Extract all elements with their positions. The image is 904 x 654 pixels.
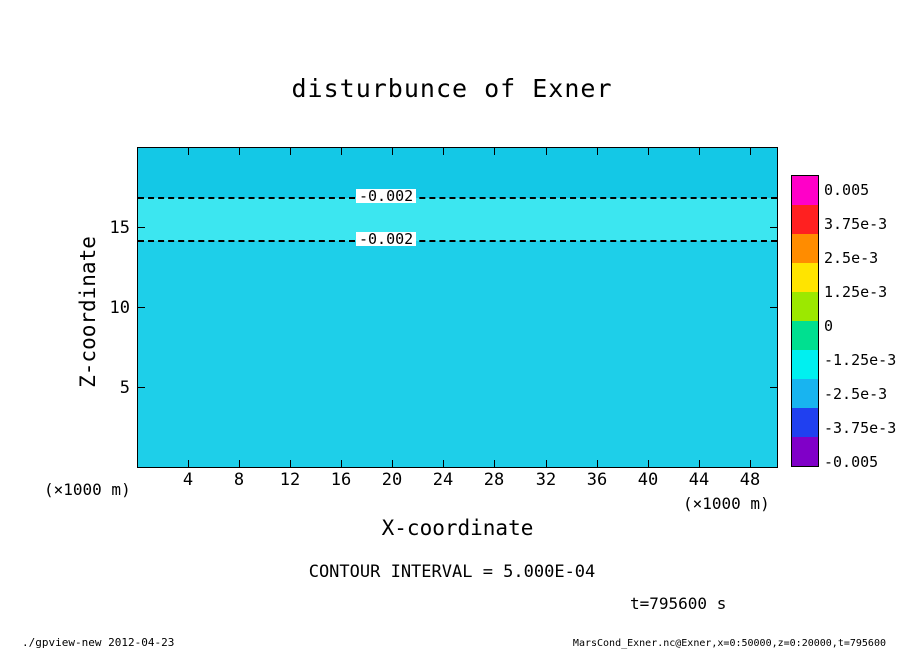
x-tick-label: 12 bbox=[279, 470, 301, 490]
y-axis-title: Z-coordinate bbox=[76, 236, 100, 388]
x-tick-bottom bbox=[597, 460, 598, 468]
colorbar-tick-label: 2.5e-3 bbox=[824, 249, 879, 267]
x-tick-label: 16 bbox=[330, 470, 352, 490]
contour-label-lower: -0.002 bbox=[356, 232, 416, 246]
x-tick-bottom bbox=[392, 460, 393, 468]
x-tick-top bbox=[341, 147, 342, 155]
y-tick-right bbox=[770, 307, 778, 308]
y-tick-left bbox=[137, 227, 145, 228]
colorbar-cell bbox=[792, 176, 818, 205]
colorbar-tick-label: -2.5e-3 bbox=[824, 385, 888, 403]
footer-right-text: MarsCond_Exner.nc@Exner,x=0:50000,z=0:20000,t=795600 bbox=[572, 638, 886, 649]
x-tick-bottom bbox=[239, 460, 240, 468]
x-tick-top bbox=[290, 147, 291, 155]
x-tick-top bbox=[648, 147, 649, 155]
x-tick-label: 24 bbox=[432, 470, 454, 490]
x-tick-top bbox=[443, 147, 444, 155]
field-band-lower bbox=[138, 241, 777, 468]
x-tick-label: 4 bbox=[182, 470, 194, 490]
x-tick-bottom bbox=[188, 460, 189, 468]
x-tick-top bbox=[750, 147, 751, 155]
x-tick-bottom bbox=[648, 460, 649, 468]
plot-area bbox=[137, 147, 778, 468]
x-tick-top bbox=[597, 147, 598, 155]
colorbar-cell bbox=[792, 321, 818, 350]
colorbar-cell bbox=[792, 379, 818, 408]
colorbar-tick-label: 0.005 bbox=[824, 181, 870, 199]
y-tick-label: 5 bbox=[119, 378, 130, 398]
x-tick-top bbox=[392, 147, 393, 155]
y-tick-left bbox=[137, 387, 145, 388]
field-band-upper bbox=[138, 148, 777, 198]
colorbar-cell bbox=[792, 292, 818, 321]
y-tick-right bbox=[770, 227, 778, 228]
colorbar-cell bbox=[792, 263, 818, 292]
colorbar-tick-label: 3.75e-3 bbox=[824, 215, 888, 233]
x-axis-title: X-coordinate bbox=[381, 516, 534, 540]
x-tick-bottom bbox=[341, 460, 342, 468]
colorbar-tick-label: -1.25e-3 bbox=[824, 351, 897, 369]
contour-label-upper: -0.002 bbox=[356, 189, 416, 203]
page-title: disturbunce of Exner bbox=[291, 74, 613, 103]
x-tick-bottom bbox=[546, 460, 547, 468]
x-tick-top bbox=[188, 147, 189, 155]
y-tick-label: 10 bbox=[109, 298, 130, 318]
x-tick-bottom bbox=[699, 460, 700, 468]
colorbar-cell bbox=[792, 408, 818, 437]
footer-left-text: ./gpview-new 2012-04-23 bbox=[22, 636, 175, 649]
contour-interval-label: CONTOUR INTERVAL = 5.000E-04 bbox=[308, 562, 596, 582]
y-tick-right bbox=[770, 387, 778, 388]
colorbar-cell bbox=[792, 205, 818, 234]
contour-line-lower bbox=[138, 240, 777, 242]
y-tick-label: 15 bbox=[109, 218, 130, 238]
colorbar-cell bbox=[792, 234, 818, 263]
colorbar-tick-label: -3.75e-3 bbox=[824, 419, 897, 437]
x-tick-bottom bbox=[750, 460, 751, 468]
x-tick-bottom bbox=[290, 460, 291, 468]
colorbar-tick-label: -0.005 bbox=[824, 453, 879, 471]
colorbar-tick-label: 1.25e-3 bbox=[824, 283, 888, 301]
colorbar bbox=[791, 175, 819, 467]
x-tick-label: 28 bbox=[483, 470, 505, 490]
x-tick-label: 40 bbox=[637, 470, 659, 490]
x-tick-top bbox=[239, 147, 240, 155]
x-tick-top bbox=[494, 147, 495, 155]
x-axis-unit-label: (×1000 m) bbox=[683, 494, 770, 513]
x-tick-bottom bbox=[494, 460, 495, 468]
field-band-middle bbox=[138, 198, 777, 241]
x-tick-label: 36 bbox=[586, 470, 608, 490]
x-tick-top bbox=[546, 147, 547, 155]
x-tick-label: 8 bbox=[233, 470, 245, 490]
colorbar-cell bbox=[792, 437, 818, 466]
colorbar-cell bbox=[792, 350, 818, 379]
x-tick-top bbox=[699, 147, 700, 155]
x-tick-label: 48 bbox=[739, 470, 761, 490]
colorbar-tick-label: 0 bbox=[824, 317, 834, 335]
y-tick-left bbox=[137, 307, 145, 308]
contour-line-upper bbox=[138, 197, 777, 199]
x-tick-label: 32 bbox=[535, 470, 557, 490]
x-tick-label: 44 bbox=[688, 470, 710, 490]
x-tick-bottom bbox=[443, 460, 444, 468]
time-label: t=795600 s bbox=[630, 594, 727, 613]
x-tick-label: 20 bbox=[381, 470, 403, 490]
z-axis-unit-label: (×1000 m) bbox=[44, 480, 131, 499]
